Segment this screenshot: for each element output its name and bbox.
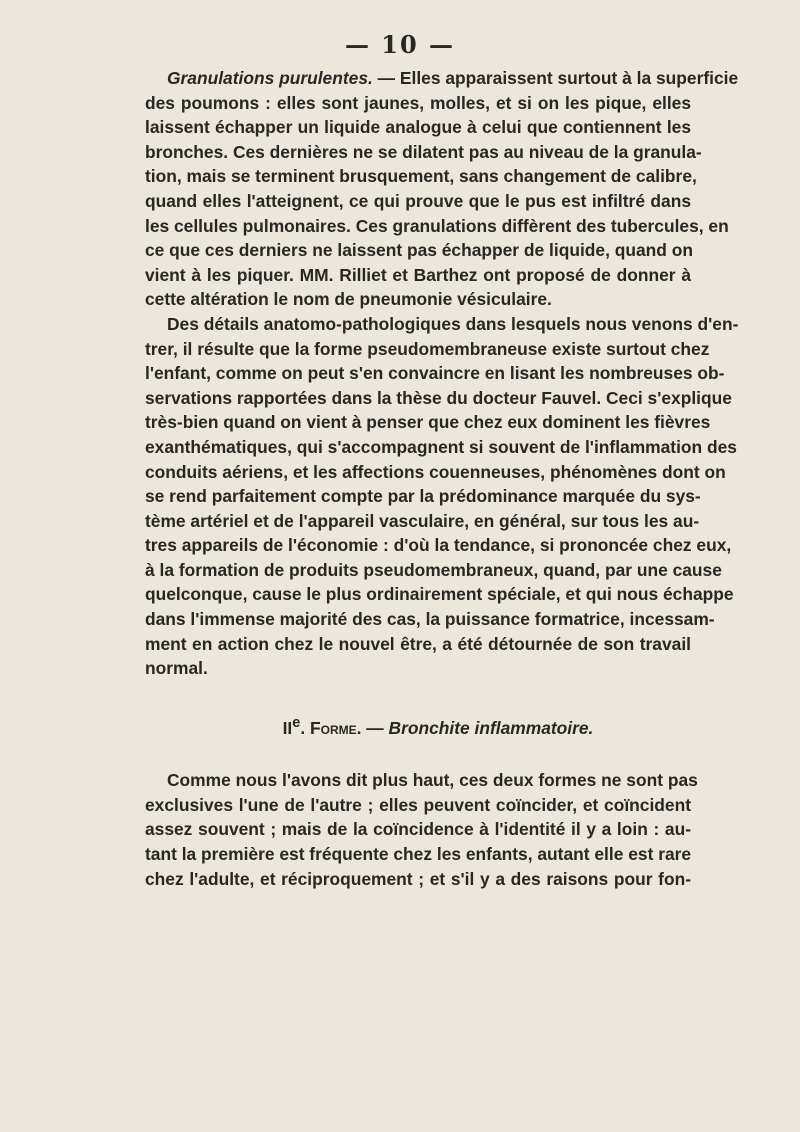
paragraph-1-line: laissent échapper un liquide analogue à celui que contiennent les (145, 117, 691, 138)
section-title-granulations: Granulations purulentes. (167, 68, 373, 88)
paragraph-1-line: tion, mais se terminent brusquement, sans changement de calibre, (145, 166, 697, 187)
paragraph-3-line: Comme nous l'avons dit plus haut, ces deux formes ne sont pas (167, 770, 698, 791)
paragraph-1-lead-text: — Elles apparaissent surtout à la superficie (372, 68, 739, 88)
paragraph-3-line: exclusives l'une de l'autre ; elles peuvent coïncider, et coïncident (145, 794, 691, 815)
paragraph-1-line: ce que ces derniers ne laissent pas échapper de liquide, quand on (145, 240, 693, 261)
paragraph-2-line: dans l'immense majorité des cas, la puissance formatrice, incessam- (145, 609, 715, 630)
paragraph-2-line: se rend parfaitement compte par la prédominance marquée du sys- (145, 486, 701, 507)
paragraph-1-line: cette altération le nom de pneumonie vésiculaire. (145, 289, 552, 310)
page-number: — 10 — (344, 30, 456, 59)
heading-title: Bronchite inflammatoire. (388, 717, 594, 738)
heading-numeral-superscript: e (292, 714, 301, 731)
paragraph-3-line: assez souvent ; mais de la coïncidence à l'identité il y a loin : au- (145, 819, 691, 840)
paragraph-1-line: bronches. Ces dernières ne se dilatent pas au niveau de la granula- (145, 141, 702, 162)
paragraph-1-line: des poumons : elles sont jaunes, molles, et si on les pique, elles (145, 92, 691, 113)
paragraph-2-line: Des détails anatomo-pathologiques dans lesquels nous venons d'en- (167, 313, 739, 334)
section-heading (145, 711, 691, 740)
paragraph-2-line: très-bien quand on vient à penser que chez eux dominent les fièvres (145, 412, 711, 433)
paragraph-1-line-1 (145, 66, 739, 91)
paragraph-2-line: quelconque, cause le plus ordinairement spéciale, et qui nous échappe (145, 584, 734, 605)
paragraph-1-line: quand elles l'atteignent, ce qui prouve que le pus est infiltré dans (145, 190, 691, 211)
paragraph-3-line: tant la première est fréquente chez les enfants, autant elle est rare (145, 844, 692, 865)
heading-dash: — (361, 717, 389, 738)
paragraph-2-line: à la formation de produits pseudomembraneux, quand, par une cause (145, 559, 722, 580)
paragraph-2-line: tème artériel et de l'appareil vasculaire, en général, sur tous les au- (145, 510, 700, 531)
paragraph-2-line: tres appareils de l'économie : d'où la tendance, si prononcée chez eux, (145, 535, 732, 556)
paragraph-2-line: ment en action chez le nouvel être, a été détournée de son travail (145, 633, 691, 654)
paragraph-2-line: normal. (145, 658, 208, 679)
body-text (145, 66, 739, 891)
paragraph-3-line: chez l'adulte, et réciproquement ; et s'il y a des raisons pour fon- (145, 868, 691, 889)
paragraph-2-line: exanthématiques, qui s'accompagnent si souvent de l'inflammation des (145, 436, 737, 457)
paragraph-2-line: l'enfant, comme on peut s'en convaincre en lisant les nombreuses ob- (145, 363, 725, 384)
paragraph-1-line: les cellules pulmonaires. Ces granulations diffèrent des tubercules, en (145, 215, 729, 236)
paragraph-2-line: servations rapportées dans la thèse du docteur Fauvel. Ceci s'explique (145, 387, 732, 408)
heading-label: . Forme. (300, 717, 362, 738)
paragraph-2-line: conduits aériens, et les affections couenneuses, phénomènes dont on (145, 461, 726, 482)
paragraph-1-line: vient à les piquer. MM. Rilliet et Barthez ont proposé de donner à (145, 264, 691, 285)
paragraph-2-line: trer, il résulte que la forme pseudomembraneuse existe surtout chez (145, 338, 710, 359)
heading-numeral: II (282, 717, 293, 738)
